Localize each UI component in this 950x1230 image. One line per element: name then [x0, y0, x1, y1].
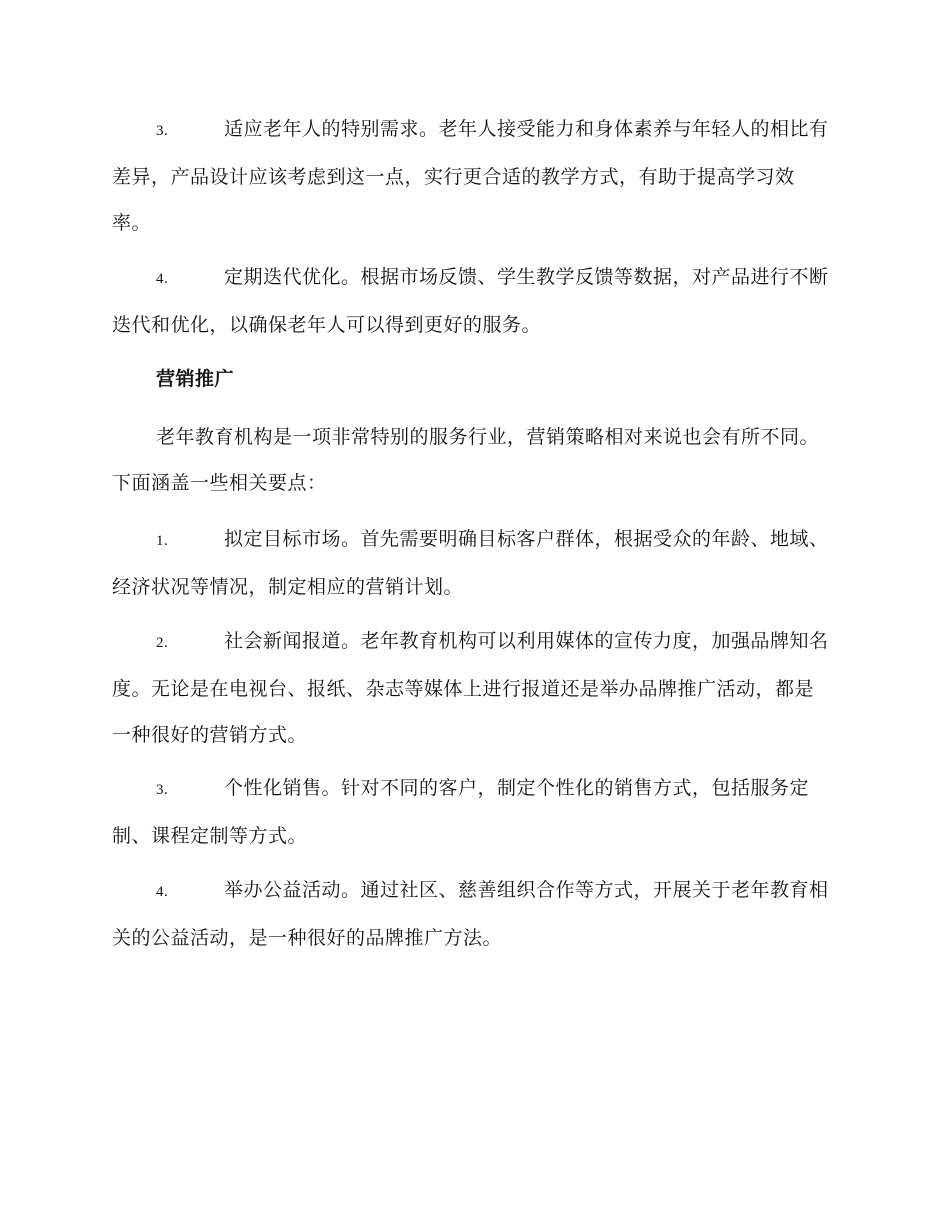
intro-paragraph: 老年教育机构是一项非常特别的服务行业，营销策略相对来说也会有所不同。下面涵盖一些相关要点： [112, 426, 820, 494]
section-heading-block [112, 356, 832, 402]
list-item-text: 举办公益活动。通过社区、慈善组织合作等方式，开展关于老年教育相关的公益活动，是一种很好的品牌推广方法。 [112, 879, 829, 949]
list-item-text: 定期迭代优化。根据市场反馈、学生教学反馈等数据，对产品进行不断迭代和优化，以确保老年人可以得到更好的服务。 [112, 266, 829, 336]
list-item [112, 106, 832, 246]
list-number: 1. [156, 533, 169, 549]
list-number: 3. [156, 782, 169, 798]
list-item-text: 社会新闻报道。老年教育机构可以利用媒体的宣传力度，加强品牌知名度。无论是在电视台、报纸、杂志等媒体上进行报道还是举办品牌推广活动，都是一种很好的营销方式。 [112, 630, 829, 746]
list-number: 4. [156, 271, 169, 287]
list-item-text: 个性化销售。针对不同的客户，制定个性化的销售方式，包括服务定制、课程定制等方式。 [112, 777, 810, 847]
list-item [112, 254, 832, 348]
list-item [112, 618, 832, 758]
list-item [112, 867, 832, 961]
list-item [112, 516, 832, 610]
section-heading: 营销推广 [156, 368, 235, 390]
list-number: 2. [156, 635, 169, 651]
list-item-text: 适应老年人的特别需求。老年人接受能力和身体素养与年轻人的相比有差异，产品设计应该考虑到这一点，实行更合适的教学方式，有助于提高学习效率。 [112, 118, 829, 234]
list-item-text: 拟定目标市场。首先需要明确目标客户群体，根据受众的年龄、地域、经济状况等情况，制定相应的营销计划。 [112, 528, 829, 598]
list-number: 4. [156, 884, 169, 900]
list-number: 3. [156, 123, 169, 139]
list-item [112, 765, 832, 859]
intro-paragraph-block [112, 414, 832, 506]
